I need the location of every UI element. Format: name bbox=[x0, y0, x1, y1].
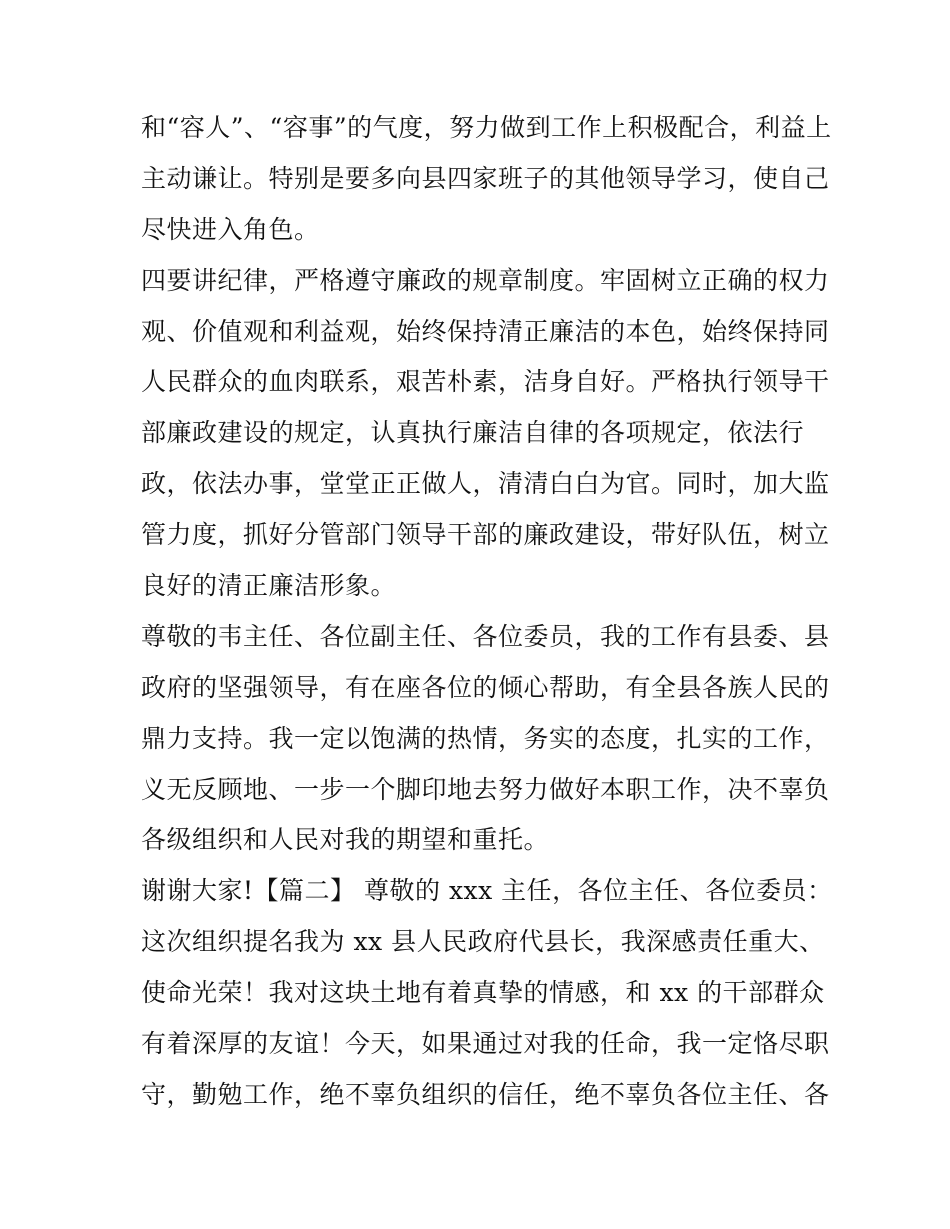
text-line: 使命光荣！我对这块土地有着真挚的情感，和 xx 的干部群众 bbox=[141, 978, 825, 1008]
text-line: 尽快进入角色。 bbox=[141, 214, 320, 244]
text-line: 管力度，抓好分管部门领导干部的廉政建设，带好队伍，树立 bbox=[141, 520, 830, 550]
text-line: 四要讲纪律，严格遵守廉政的规章制度。牢固树立正确的权力 bbox=[141, 265, 830, 295]
text-line: 鼎力支持。我一定以饱满的热情，务实的态度，扎实的工作， bbox=[141, 723, 830, 753]
body-text bbox=[141, 103, 833, 1121]
text-line: 观、价值观和利益观，始终保持清正廉洁的本色，始终保持同 bbox=[141, 316, 830, 346]
text-line: 政，依法办事，堂堂正正做人，清清白白为官。同时，加大监 bbox=[141, 469, 830, 499]
text-line: 人民群众的血肉联系，艰苦朴素，洁身自好。严格执行领导干 bbox=[141, 367, 830, 397]
text-line: 良好的清正廉洁形象。 bbox=[141, 571, 397, 601]
text-line: 尊敬的韦主任、各位副主任、各位委员，我的工作有县委、县 bbox=[141, 621, 830, 651]
text-line: 主动谦让。特别是要多向县四家班子的其他领导学习，使自己 bbox=[141, 163, 830, 193]
text-line: 义无反顾地、一步一个脚印地去努力做好本职工作，决不辜负 bbox=[141, 774, 830, 804]
text-line: 守，勤勉工作，绝不辜负组织的信任，绝不辜负各位主任、各 bbox=[141, 1079, 830, 1109]
text-line: 有着深厚的友谊！今天，如果通过对我的任命，我一定恪尽职 bbox=[141, 1029, 830, 1059]
text-line: 各级组织和人民对我的期望和重托。 bbox=[141, 825, 550, 855]
text-line: 政府的坚强领导，有在座各位的倾心帮助，有全县各族人民的 bbox=[141, 672, 830, 702]
text-line: 和“容人”、“容事”的气度，努力做到工作上积极配合，利益上 bbox=[141, 113, 832, 142]
text-line: 部廉政建设的规定，认真执行廉洁自律的各项规定，依法行 bbox=[141, 418, 805, 448]
text-line: 谢谢大家!【篇二】 尊敬的 xxx 主任，各位主任、各位委员： bbox=[141, 876, 833, 906]
text-line: 这次组织提名我为 xx 县人民政府代县长，我深感责任重大、 bbox=[141, 927, 825, 957]
